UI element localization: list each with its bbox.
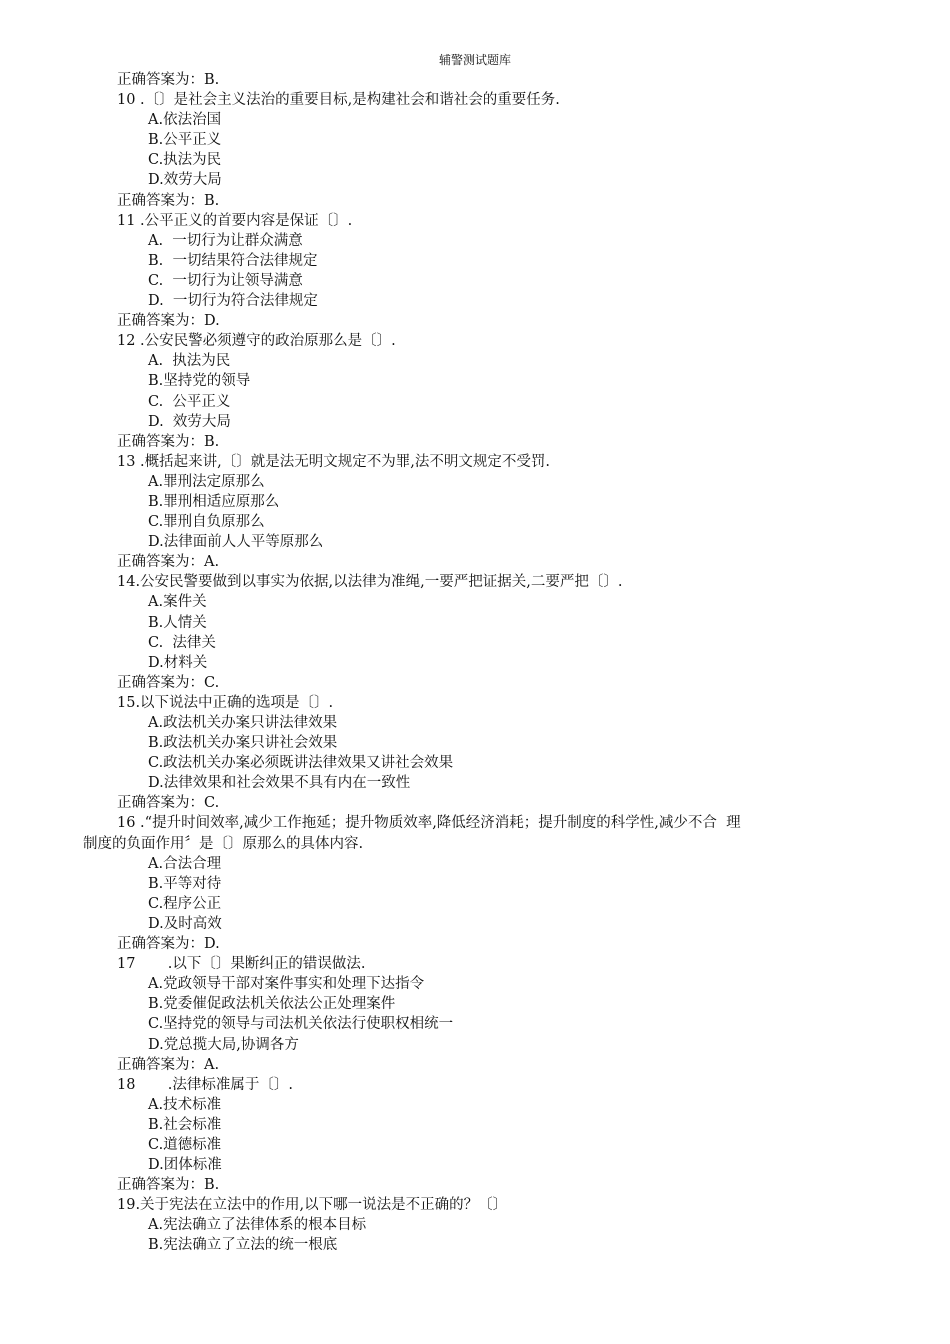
option-item: A.罪刑法定原那么 [148,473,265,490]
option-item: C. 一切行为让领导满意 [148,272,303,289]
option-item: B.公平正义 [148,132,222,149]
answer-line: 正确答案为：B. [117,433,220,450]
option-item: C. 公平正义 [148,393,231,410]
answer-line: 正确答案为：B. [117,1177,220,1194]
option-item: B.党委催促政法机关依法公正处理案件 [148,996,396,1013]
option-item: A.依法治国 [148,112,222,129]
option-item: B.社会标准 [148,1116,222,1133]
option-item: C.坚持党的领导与司法机关依法行使职权相统一 [148,1016,454,1033]
option-item: A.宪法确立了法律体系的根本目标 [148,1217,367,1234]
option-item: A.案件关 [148,594,207,611]
option-item: B.坚持党的领导 [148,373,251,390]
option-item: C.罪刑自负原那么 [148,514,265,531]
option-item: D.团体标准 [148,1157,222,1174]
option-item: D.法律效果和社会效果不具有内在一致性 [148,775,411,792]
option-item: B.罪刑相适应原那么 [148,493,280,510]
option-item: C.执法为民 [148,152,222,169]
option-item: D.材料关 [148,654,208,671]
question-text-continuation: 制度的负面作用〞是〔〕原那么的具体内容. [83,835,364,852]
answer-line: 正确答案为：C. [117,674,220,691]
answer-line: 正确答案为：A. [117,554,220,571]
option-item: D. 一切行为符合法律规定 [148,293,318,310]
answer-line: 正确答案为：D. [117,313,220,330]
question-text: 11 .公平正义的首要内容是保证〔〕. [117,212,353,229]
answer-line: 正确答案为：B. [117,192,220,209]
question-text: 19.关于宪法在立法中的作用,以下哪一说法是不正确的？〔〕 [117,1197,508,1214]
option-item: D.及时高效 [148,915,222,932]
option-item: D. 效劳大局 [148,413,231,430]
option-item: A.技术标准 [148,1096,222,1113]
question-text: 18 .法律标准属于〔〕. [117,1076,293,1093]
question-text: 10 .〔〕是社会主义法治的重要目标,是构建社会和谐社会的重要任务. [117,92,560,109]
option-item: B.平等对待 [148,875,222,892]
option-item: B.宪法确立了立法的统一根底 [148,1237,338,1254]
question-text: 12 .公安民警必须遵守的政治原那么是〔〕. [117,333,396,350]
question-text: 16 .“提升时间效率,减少工作拖延；提升物质效率,降低经济消耗；提升制度的科学性,减少不合 理 [117,815,741,832]
option-item: A. 一切行为让群众满意 [148,232,303,249]
question-text: 14.公安民警要做到以事实为依据,以法律为准绳,一要严把证据关,二要严把〔〕. [117,574,623,591]
option-item: D.法律面前人人平等原那么 [148,534,324,551]
option-item: C. 法律关 [148,634,216,651]
option-item: C.政法机关办案必须既讲法律效果又讲社会效果 [148,755,454,772]
option-item: A.党政领导干部对案件事实和处理下达指令 [148,976,425,993]
question-text: 13 .概括起来讲,〔〕就是法无明文规定不为罪,法不明文规定不受罚. [117,453,550,470]
option-item: C.道德标准 [148,1136,222,1153]
page-header-title: 辅警测试题库 [438,53,511,67]
answer-line: 正确答案为：C. [117,795,220,812]
option-item: A. 执法为民 [148,353,231,370]
option-item: B.人情关 [148,614,207,631]
option-item: B. 一切结果符合法律规定 [148,252,318,269]
option-item: D.效劳大局 [148,172,222,189]
option-item: A.合法合理 [148,855,222,872]
option-item: D.党总揽大局,协调各方 [148,1036,299,1053]
answer-line: 正确答案为：A. [117,1056,220,1073]
option-item: B.政法机关办案只讲社会效果 [148,735,338,752]
question-text: 15.以下说法中正确的选项是〔〕. [117,694,334,711]
option-item: A.政法机关办案只讲法律效果 [148,715,338,731]
question-text: 17 .以下〔〕果断纠正的错误做法. [117,956,366,973]
answer-line: 正确答案为：D. [117,936,220,953]
answer-line: 正确答案为：B. [117,72,220,88]
option-item: C.程序公正 [148,895,222,912]
question-list [0,70,950,1256]
